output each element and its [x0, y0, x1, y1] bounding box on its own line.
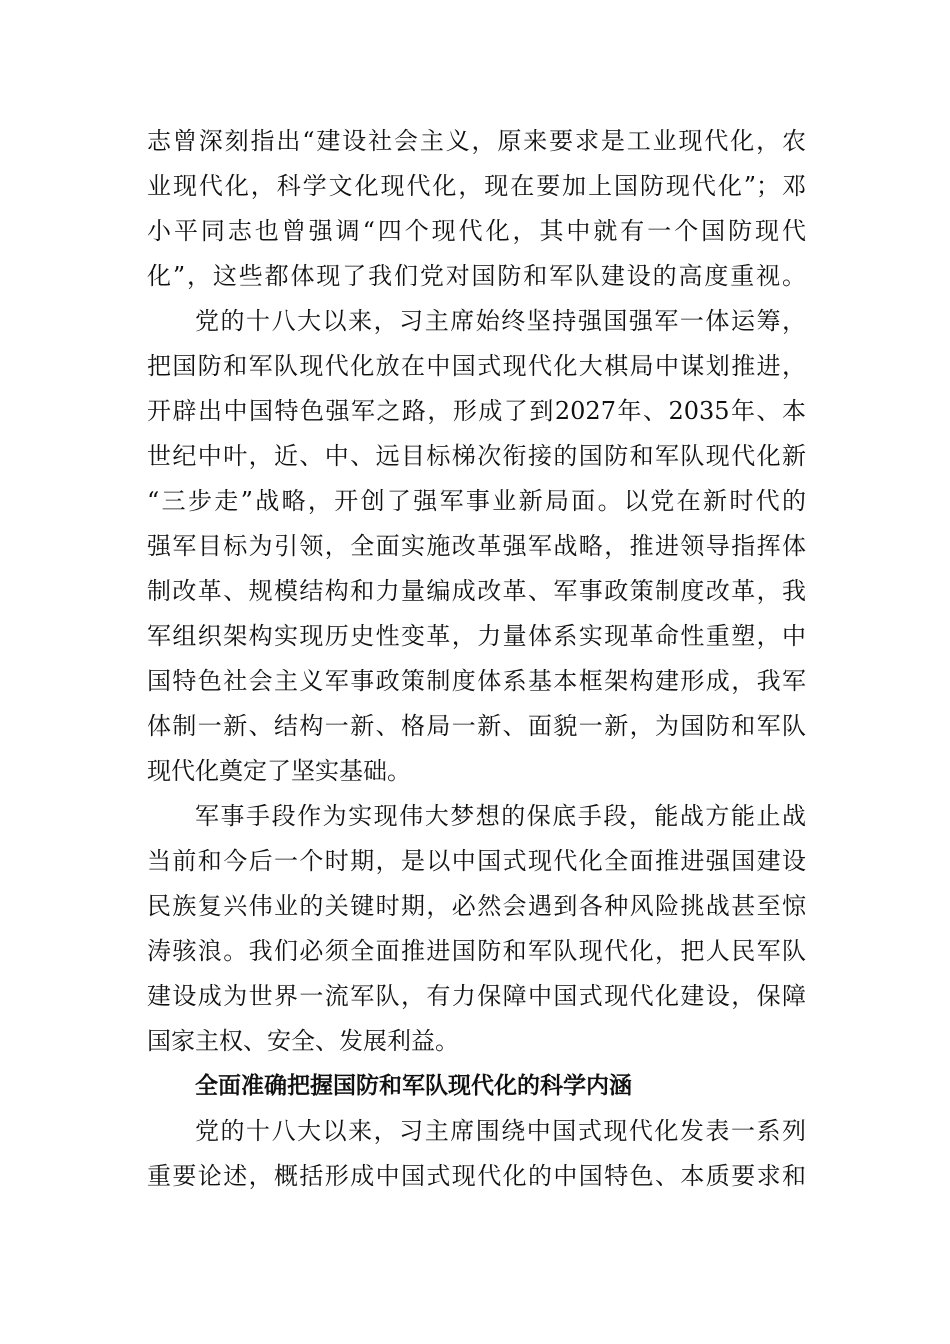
paragraph-2-line-6: 强军目标为引领，全面实施改革强军战略，推进领导指挥体 [147, 532, 806, 560]
paragraph-2-line-7: 制改革、规模结构和力量编成改革、军事政策制度改革，我 [147, 577, 806, 605]
paragraph-3-line-6: 国家主权、安全、发展利益。 [147, 1027, 459, 1055]
paragraph-3-line-5: 建设成为世界一流军队，有力保障中国式现代化建设，保障 [147, 982, 806, 1010]
paragraph-4-line-1: 党的十八大以来，习主席围绕中国式现代化发表一系列 [195, 1117, 806, 1145]
paragraph-1-line-2: 业现代化，科学文化现代化，现在要加上国防现代化”；邓 [147, 172, 806, 200]
paragraph-2-line-9: 国特色社会主义军事政策制度体系基本框架构建形成，我军 [147, 667, 806, 695]
paragraph-2-line-10: 体制一新、结构一新、格局一新、面貌一新，为国防和军队 [147, 712, 806, 740]
paragraph-3-line-1: 军事手段作为实现伟大梦想的保底手段，能战方能止战 [195, 802, 806, 830]
paragraph-2-line-8: 军组织架构实现历史性变革，力量体系实现革命性重塑，中 [147, 622, 806, 650]
paragraph-1-line-3: 小平同志也曾强调“四个现代化，其中就有一个国防现代 [147, 217, 806, 245]
paragraph-2-line-11: 现代化奠定了坚实基础。 [147, 757, 411, 785]
paragraph-2-line-3: 开辟出中国特色强军之路，形成了到2027年、2035年、本 [147, 397, 806, 425]
paragraph-2-line-2: 把国防和军队现代化放在中国式现代化大棋局中谋划推进， [147, 352, 806, 380]
paragraph-1-line-1: 志曾深刻指出“建设社会主义，原来要求是工业现代化，农 [147, 127, 806, 155]
paragraph-3-line-3: 民族复兴伟业的关键时期，必然会遇到各种风险挑战甚至惊 [147, 892, 806, 920]
paragraph-3-line-2: 当前和今后一个时期，是以中国式现代化全面推进强国建设 [147, 847, 806, 875]
section-heading: 全面准确把握国防和军队现代化的科学内涵 [195, 1073, 632, 1099]
paragraph-4-line-2: 重要论述，概括形成中国式现代化的中国特色、本质要求和 [147, 1162, 806, 1190]
paragraph-3-line-4: 涛骇浪。我们必须全面推进国防和军队现代化，把人民军队 [147, 937, 806, 965]
paragraph-2-line-5: “三步走”战略，开创了强军事业新局面。以党在新时代的 [147, 487, 806, 515]
paragraph-2-line-1: 党的十八大以来，习主席始终坚持强国强军一体运筹， [195, 307, 806, 335]
paragraph-2-line-4: 世纪中叶，近、中、远目标梯次衔接的国防和军队现代化新 [147, 442, 806, 470]
paragraph-1-line-4: 化”，这些都体现了我们党对国防和军队建设的高度重视。 [147, 262, 806, 290]
